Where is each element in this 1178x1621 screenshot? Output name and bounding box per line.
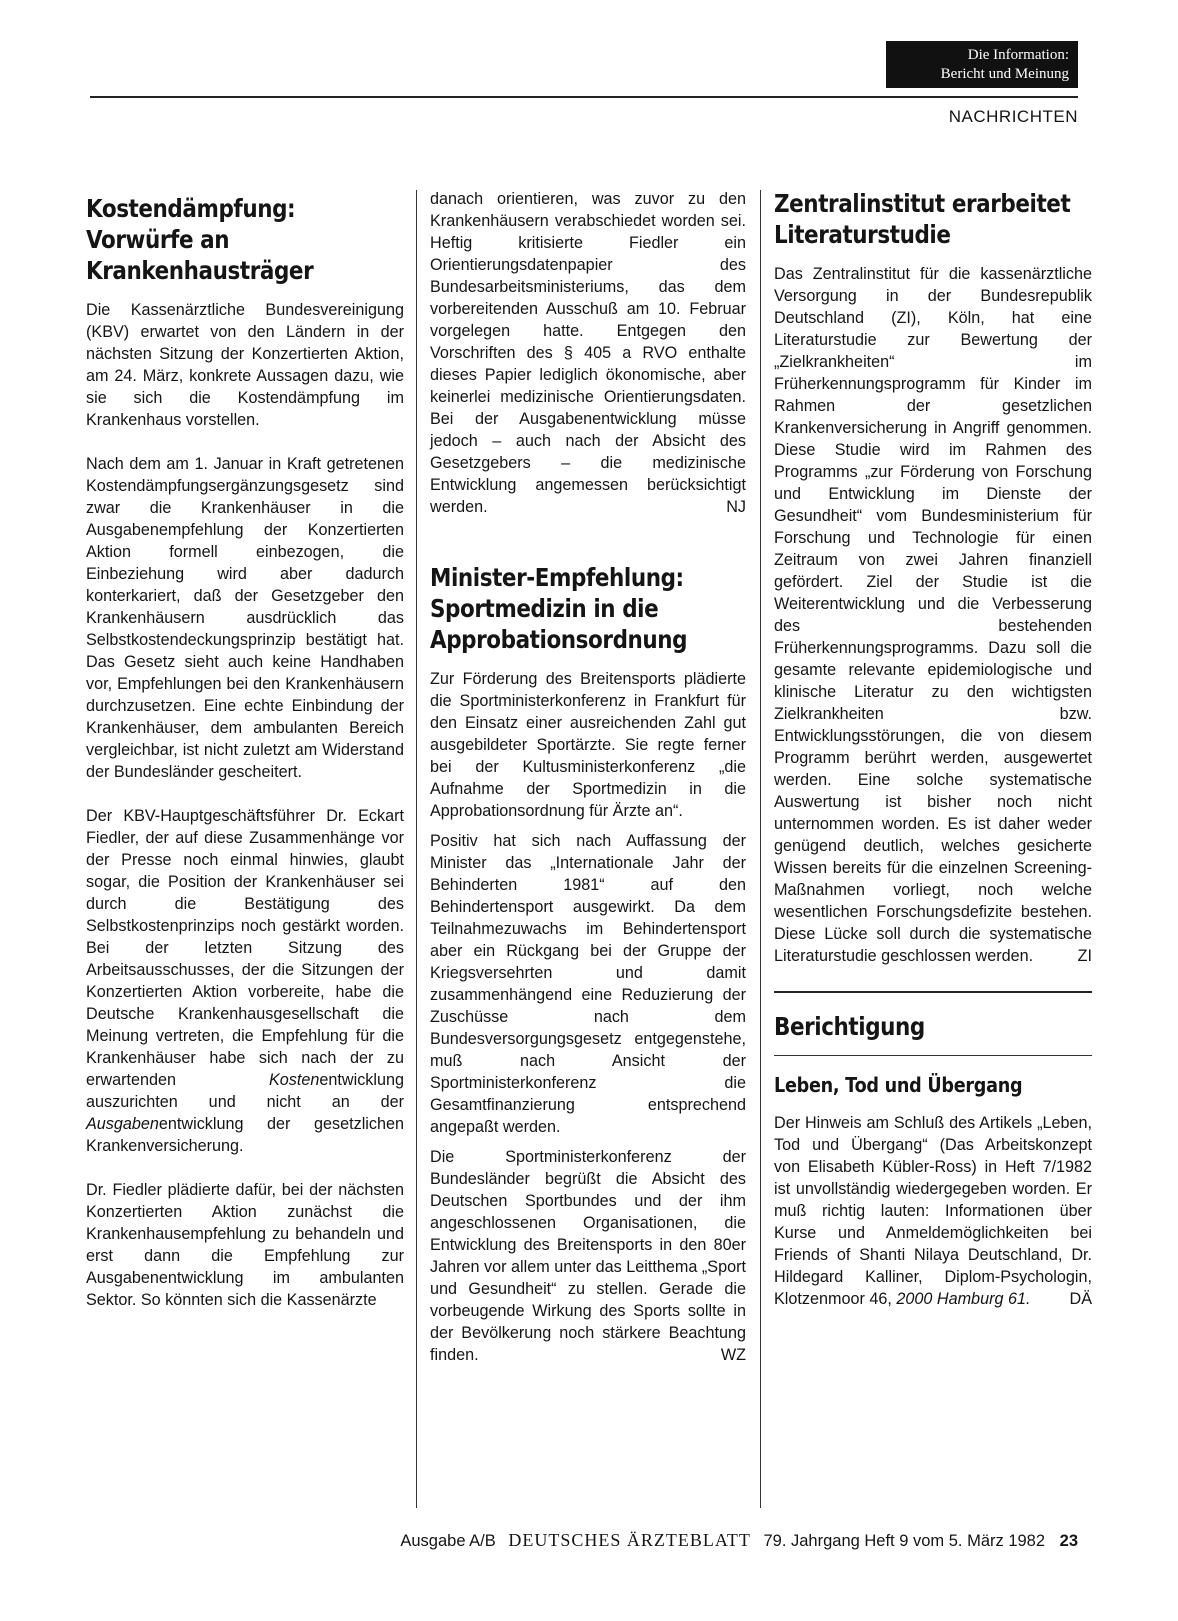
article-2-paragraph-2: Positiv hat sich nach Auffassung der Minister das „Internationale Jahr der Behinderten 1981“ auf den Behindertensport ausgewirkt. Da dem Teilnahmezuwachs im Behindertensport aber ein Rückgang bei der Gruppe der Kriegsversehrten und damit zusammenhängend eine Reduzierung der Zuschüsse nach dem Bundesversorgungsgesetz entgegenstehe, muß nach Ansicht der Sportministerkonferenz die Gesamtfinanzierung entsprechend angepaßt werden. — [430, 832, 746, 1136]
badge-line-1: Die Information: — [967, 47, 1069, 63]
article-3-paragraph-1-text: Das Zentralinstitut für die kassenärztliche Versorgung in der Bundesrepublik Deutschland (ZI), Köln, hat eine Literaturstudie zur Bewertung der „Zielkrankheiten“ im Früherkennungsprogramm für Kinder im Rahmen der gesetzlichen Krankenversicherung in Angriff genommen. Diese Studie wird im Rahmen des Programms „zur Förderung von Forschung und Entwicklung im Dienste der Gesundheit“ vom Bundesministerium für Forschung und Technologie für einen Zeitraum von zwei Jahren finanziell gefördert. Ziel der Studie ist die Weiterentwicklung und die Verbesserung des bestehenden Früherkennungsprogramms. Dazu soll die gesamte relevante epidemiologische und klinische Literatur zu den wichtigsten Zielkrankheiten bzw. Entwicklungsstörungen, die von diesem Programm berührt werden, ausgewertet werden. Eine solche systematische Auswertung ist bisher noch nicht unternommen worden. Es ist daher weder genügend deutlich, welches gesicherte Wissen bereits für die einzelnen Screening-Maßnahmen vorliegt, noch welche wesentlichen Forschungsdefizite bestehen. Diese Lücke soll durch die systematische Literaturstudie geschlossen werden. — [774, 265, 1092, 965]
article-1-paragraph-2: Nach dem am 1. Januar in Kraft getretenen Kostendämpfungsergänzungsgesetz sind zwar die Krankenhäuser in die Ausgabenempfehlung der Konzertierten Aktion formell einbezogen, die Einbeziehung wird aber dadurch konterkariert, daß der Gesetzgeber den Krankenhäusern ausdrücklich das Selbstkostendeckungsprinzip bestätigt hat. Das Gesetz sieht auch keine Handhaben vor, Empfehlungen bei den Krankenhäusern durchzusetzen. Eine echte Einbindung der Krankenhäuser, dem ambulanten Bereich vergleichbar, ist nicht zuletzt am Widerstand der Bundesländer gescheitert. — [86, 455, 404, 781]
article-4-emphasis-address: 2000 Hamburg 61. — [896, 1290, 1031, 1308]
article-3-title — [774, 188, 1091, 250]
article-1-title — [86, 193, 403, 286]
footer-page-number: 23 — [1059, 1532, 1078, 1550]
page-footer — [0, 1530, 1078, 1551]
article-4-title: Berichtigung — [774, 1012, 925, 1041]
article-spacer — [430, 518, 746, 562]
article-3-title-line-1: Zentralinstitut erarbeitet — [774, 189, 1071, 218]
article-1-title-line-1: Kostendämpfung: — [86, 194, 296, 223]
column-divider-2 — [760, 190, 761, 1508]
column-3 — [774, 188, 1092, 1310]
article-1-paragraph-3-part-b: entwicklung auszurichten und nicht an der — [86, 1071, 404, 1111]
article-1-paragraph-3 — [86, 805, 404, 1157]
article-1-paragraph-4: Dr. Fiedler plädierte dafür, bei der nächsten Konzertierten Aktion zunächst die Krankenhausempfehlung zu behandeln und erst dann die Empfehlung zur Ausgabenentwicklung im ambulanten Sektor. So könnten sich die Kassenärzte — [86, 1181, 404, 1309]
article-3-signature: ZI — [1077, 947, 1092, 965]
article-1-paragraph-5 — [430, 188, 746, 518]
article-1-paragraph-1: Die Kassenärztliche Bundesvereinigung (KBV) erwartet von den Ländern in der nächsten Sitzung der Konzertierten Aktion, am 24. März, konkrete Aussagen dazu, wie sie sich die Kostendämpfung im Krankenhaus vorstellen. — [86, 301, 404, 429]
article-4-top-rule — [774, 991, 1092, 993]
footer-journal: DEUTSCHES ÄRZTEBLATT — [508, 1530, 751, 1550]
article-1-emphasis-ausgaben: Ausgaben — [86, 1115, 159, 1133]
article-2-paragraph-3-text: Die Sportministerkonferenz der Bundesländer begrüßt die Absicht des Deutschen Sportbundes und der ihm angeschlossenen Organisationen, die Entwicklung des Breitensports in den 80er Jahren vor allem unter das Leitthema „Sport und Gesundheit“ zu stellen. Gerade die vorbeugende Wirkung des Sports sollte in der Bevölkerung noch stärkere Beachtung finden. — [430, 1148, 746, 1364]
article-2-title-line-3: Approbationsordnung — [430, 625, 688, 654]
badge-line-2: Bericht und Meinung — [940, 66, 1069, 82]
footer-edition: Ausgabe A/B — [400, 1532, 496, 1550]
article-1-paragraph-3-part-a: Der KBV-Hauptgeschäftsführer Dr. Eckart Fiedler, der auf diese Zusammenhänge vor der Presse noch einmal hinwies, glaubt sogar, die Position der Krankenhäuser sei durch die Bestätigung des Selbstkostenprinzips noch gestärkt worden. Bei der letzten Sitzung des Arbeitsausschusses, der die Sitzungen der Konzertierten Aktion vorbereite, habe die Deutsche Krankenhausgesellschaft die Meinung vertreten, die Empfehlung für die Krankenhäuser habe sich nach der zu erwartenden — [86, 807, 404, 1089]
section-badge — [886, 41, 1078, 88]
article-1-title-line-2: Vorwürfe an — [86, 225, 230, 254]
column-2 — [430, 188, 746, 1366]
article-4-paragraph-1-text: Der Hinweis am Schluß des Artikels „Leben, Tod und Übergang“ (Das Arbeitskonzept von Elisabeth Kübler-Ross) in Heft 7/1982 ist unvollständig wiedergegeben worden. Er muß richtig lauten: Informationen über Kurse und Anmeldemöglichkeiten bei Friends of Shanti Nilaya Deutschland, Dr. Hildegard Kalliner, Diplom-Psychologin, Klotzenmoor 46, — [774, 1114, 1092, 1308]
header-rule — [90, 96, 1078, 98]
article-2-title-line-1: Minister-Empfehlung: — [430, 563, 684, 592]
article-2-title — [430, 562, 745, 655]
footer-issue: 79. Jahrgang Heft 9 vom 5. März 1982 — [763, 1532, 1046, 1550]
article-1-paragraph-5-text: danach orientieren, was zuvor zu den Krankenhäusern verabschiedet worden sei. Heftig kritisierte Fiedler ein Orientierungsdatenpapier des Bundesarbeitsministeriums, das dem vorbereitenden Ausschuß am 10. Februar vorgelegen hatte. Entgegen den Vorschriften des § 405 a RVO enthalte dieses Papier lediglich ökonomische, aber keinerlei medizinische Orientierungsdaten. Bei der Ausgabenentwicklung müsse jedoch – auch nach der Absicht des Gesetzgebers – die medizinische Entwicklung angemessen berücksichtigt werden. — [430, 190, 746, 516]
article-2-paragraph-3 — [430, 1146, 746, 1366]
column-1 — [86, 193, 404, 1311]
article-2-signature: WZ — [720, 1346, 746, 1364]
article-2-paragraph-1: Zur Förderung des Breitensports plädierte die Sportministerkonferenz in Frankfurt für den Einsatz einer ausreichenden Zahl gut ausgebildeter Sportärzte. Sie regte ferner bei der Kultusministerkonferenz „die Aufnahme der Sportmedizin in die Approbationsordnung für Ärzte an“. — [430, 670, 746, 820]
article-1-paragraph-3-part-c: entwicklung der gesetzlichen Krankenversicherung. — [86, 1115, 404, 1155]
article-1-signature: NJ — [726, 498, 746, 516]
article-3-paragraph-1 — [774, 263, 1092, 967]
article-2-title-line-2: Sportmedizin in die — [430, 594, 659, 623]
article-4-subtitle: Leben, Tod und Übergang — [774, 1073, 1023, 1097]
section-label: NACHRICHTEN — [948, 107, 1078, 126]
column-divider-1 — [416, 190, 417, 1508]
article-3-title-line-2: Literaturstudie — [774, 220, 951, 249]
article-4-paragraph-1 — [774, 1112, 1092, 1310]
article-4-sub-rule — [774, 1055, 1092, 1056]
article-1-title-line-3: Krankenhausträger — [86, 256, 314, 285]
article-1-emphasis-kosten: Kosten — [269, 1071, 320, 1089]
article-4-signature: DÄ — [1069, 1290, 1092, 1308]
